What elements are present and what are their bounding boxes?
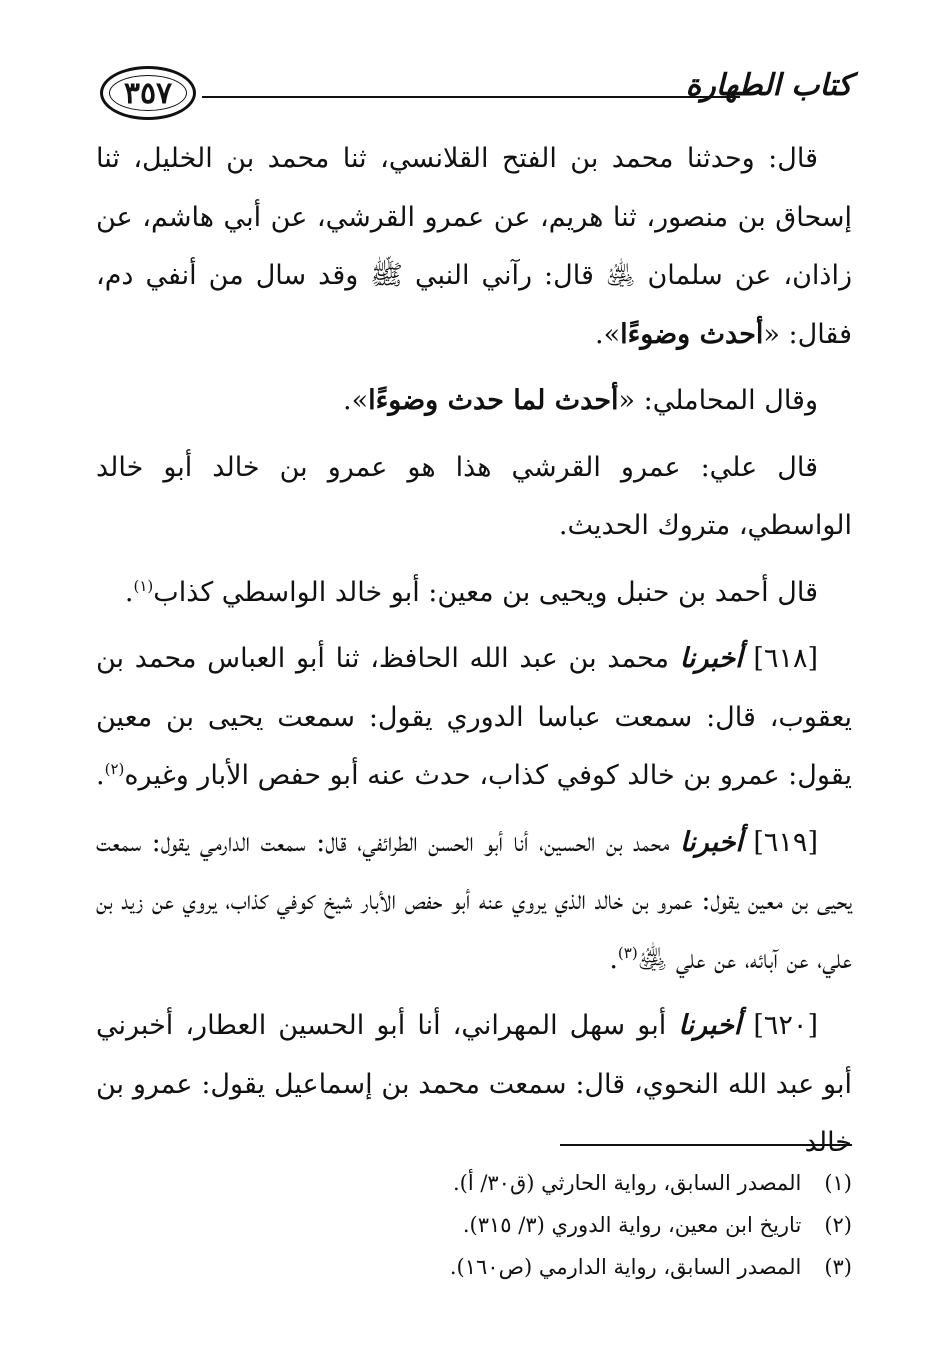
footnote-item: (٢) تاريخ ابن معين، رواية الدوري (٣/ ٣١٥). [96,1204,852,1246]
paragraph-620: [٦٢٠] أخبرنا أبو سهل المهراني، أنا أبو الحسين العطار، أخبرني أبو عبد الله النحوي، قال: سمعت محمد بن إسماعيل يقول: عمرو بن خالد [96,1010,852,1158]
footnote-number: (٢) [824,1213,852,1237]
hadith-number: [٦١٨] [753,643,818,674]
footnote-ref[interactable]: (١) [133,576,154,595]
footnote-ref[interactable]: (٢) [104,760,125,778]
akhbarana-label: أخبرنا [679,826,743,858]
footnote-number: (٣) [824,1255,852,1279]
footnote-number: (١) [824,1171,852,1195]
footnote-item: (٣) المصدر السابق، رواية الدارمي (ص١٦٠). [96,1246,852,1288]
footnotes [96,1162,852,1288]
footnote-item: (١) المصدر السابق، رواية الحارثي (ق٣٠/ أ). [96,1162,852,1204]
paragraph-619: [٦١٩] أخبرنا محمد بن الحسين، أنا أبو الحسن الطرائفي، قال: سمعت الدارمي يقول: سمعت يحيى بن معين يقول: عمرو بن خالد الذي يروي عنه أبو حفص الأبار شيخ كوفي كذاب، يروي عن زيد بن علي، عن آبائه، عن علي ﵁$^{(٣)}$. [96,826,852,975]
paragraph-2: وقال المحاملي: «أحدث لما حدث وضوءًا». [342,385,818,416]
paragraph-3: قال علي: عمرو القرشي هذا هو عمرو بن خالد أبو خالد الواسطي، متروك الحديث. [96,451,852,541]
paragraph-4: قال أحمد بن حنبل ويحيى بن معين: أبو خالد الواسطي كذاب$^{(١)}$. [124,576,818,608]
page-number: ٣٥٧ [100,66,196,120]
footnote-separator [560,1144,852,1146]
paragraph-618: [٦١٨] أخبرنا محمد بن عبد الله الحافظ، ثنا أبو العباس محمد بن يعقوب، قال: سمعت عباسا الدوري يقول: سمعت يحيى بن معين يقول: عمرو بن خالد كوفي كذاب، حدث عنه أبو حفص الأبار وغيره$^{(٢)}$. [96,643,852,791]
hadith-text: أحدث لما حدث وضوءًا [368,385,619,416]
akhbarana-label: أخبرنا [679,643,743,674]
paragraph-1: قال: وحدثنا محمد بن الفتح القلانسي، ثنا محمد بن الخليل، ثنا إسحاق بن منصور، ثنا هريم، عن عمرو القرشي، عن أبي هاشم، عن زاذان، عن سلمان ﵁ قال: رآني النبي ﷺ وقد سال من أنفي دم، فقال: «أحدث وضوءًا». [96,143,852,350]
main-text [96,130,852,1181]
page-header [100,66,852,124]
akhbarana-label: أخبرنا [678,1010,742,1041]
hadith-number: [٦٢٠] [753,1010,818,1041]
hadith-number: [٦١٩] [753,826,818,858]
header-rule [202,96,740,98]
footnote-ref[interactable]: (٣) [617,943,638,962]
book-title: كتاب الطهارة [685,68,852,103]
hadith-text: أحدث وضوءًا [620,318,764,350]
